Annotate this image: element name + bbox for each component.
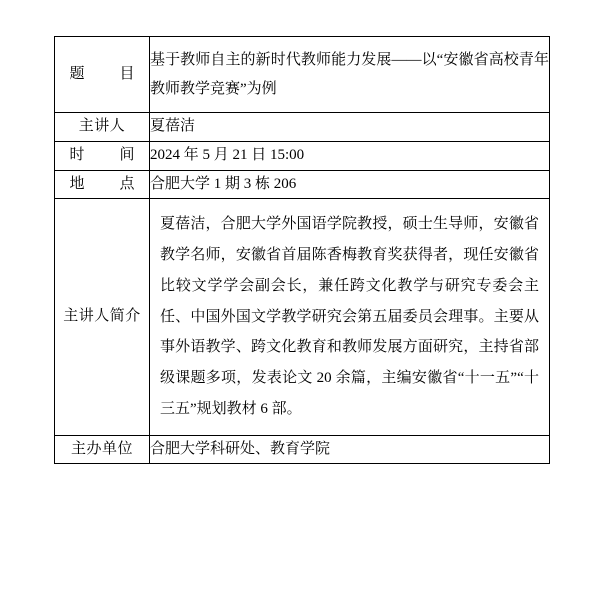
row-label-topic bbox=[55, 37, 150, 113]
table-row-topic bbox=[55, 37, 550, 113]
row-label-speaker bbox=[55, 113, 150, 142]
speaker-bio-text: 夏蓓洁，合肥大学外国语学院教授，硕士生导师，安徽省教学名师，安徽省首届陈香梅教育奖获得者，现任安徽省比较文学学会副会长，兼任跨文化教学与研究专委会主任、中国外国文学教学研究会第五届委员会理事。主要从事外语教学、跨文化教育和教师发展方面研究，主持省部级课题多项，发表论文 20 余篇，主编安徽省“十一五”“十三五”规划教材 6 部。 bbox=[160, 216, 539, 417]
table-row-speaker bbox=[55, 113, 550, 142]
row-label-location-text: 地 点 bbox=[69, 175, 145, 192]
row-label-organizer bbox=[55, 435, 150, 464]
table-row-time bbox=[55, 141, 550, 170]
row-label-location bbox=[55, 170, 150, 199]
row-value-speaker: 夏蓓洁 bbox=[150, 113, 550, 142]
row-label-organizer-text: 主办单位 bbox=[70, 440, 133, 457]
row-value-speaker-bio bbox=[150, 199, 550, 435]
table-row-speaker-bio bbox=[55, 199, 550, 435]
row-value-topic: 基于教师自主的新时代教师能力发展——以“安徽省高校青年教师教学竞赛”为例 bbox=[150, 37, 550, 113]
lecture-info-table bbox=[54, 36, 550, 464]
row-label-speaker-text: 主讲人 bbox=[78, 118, 126, 135]
row-label-speaker-bio bbox=[55, 199, 150, 435]
row-label-topic-text: 题 目 bbox=[69, 65, 145, 82]
table-row-location bbox=[55, 170, 550, 199]
row-value-location: 合肥大学 1 期 3 栋 206 bbox=[150, 170, 550, 199]
row-value-organizer: 合肥大学科研处、教育学院 bbox=[150, 435, 550, 464]
table-row-organizer bbox=[55, 435, 550, 464]
row-label-time-text: 时 间 bbox=[69, 146, 145, 163]
row-label-speaker-bio-text: 主讲人简介 bbox=[63, 308, 141, 325]
row-label-time bbox=[55, 141, 150, 170]
row-value-time: 2024 年 5 月 21 日 15:00 bbox=[150, 141, 550, 170]
